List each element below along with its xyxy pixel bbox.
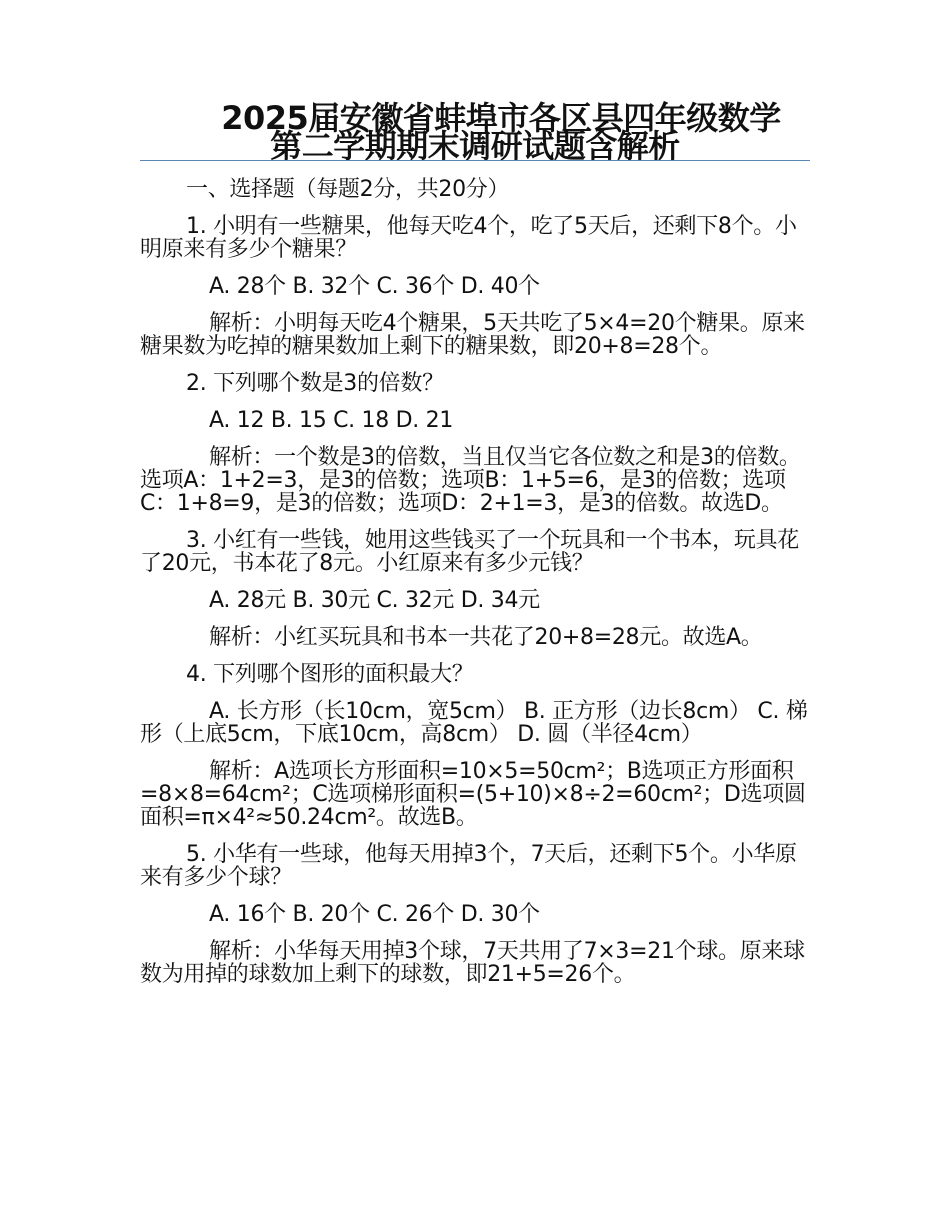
question-5-options: A. 16个 B. 20个 C. 26个 D. 30个	[209, 902, 540, 927]
question-3-options: A. 28元 B. 30元 C. 32元 D. 34元	[209, 588, 540, 613]
question-2-explanation: 解析：一个数是3的倍数，当且仅当它各位数之和是3的倍数。选项A：1+2=3，是3的倍数；选项B：1+5=6，是3的倍数；选项C：1+8=9，是3的倍数；选项D：2+1=3，是3的倍数。故选D。	[140, 445, 801, 516]
question-1-explanation: 解析：小明每天吃4个糖果，5天共吃了5×4=20个糖果。原来糖果数为吃掉的糖果数加上剩下的糖果数，即20+8=28个。	[140, 311, 805, 359]
question-4-options: A. 长方形（长10cm，宽5cm） B. 正方形（边长8cm） C. 梯形（上底5cm，下底10cm，高8cm） D. 圆（半径4cm）	[140, 699, 808, 747]
question-4-explanation: 解析：A选项长方形面积=10×5=50cm²；B选项正方形面积=8×8=64cm²；C选项梯形面积=(5+10)×8÷2=60cm²；D选项圆面积=π×4²≈50.24cm²。故选B。	[140, 759, 806, 830]
question-2-options: A. 12 B. 15 C. 18 D. 21	[209, 408, 454, 433]
question-5: 5. 小华有一些球，他每天用掉3个，7天后，还剩下5个。小华原来有多少个球？	[140, 842, 797, 890]
question-3-explanation: 解析：小红买玩具和书本一共花了20+8=28元。故选A。	[209, 625, 763, 650]
title-line-2: 第二学期期末调研试题含解析	[270, 127, 680, 165]
question-1: 1. 小明有一些糖果，他每天吃4个，吃了5天后，还剩下8个。小明原来有多少个糖果？	[140, 214, 797, 262]
question-2: 2. 下列哪个数是3的倍数？	[186, 371, 444, 396]
question-1-options: A. 28个 B. 32个 C. 36个 D. 40个	[209, 274, 540, 299]
question-5-explanation: 解析：小华每天用掉3个球，7天共用了7×3=21个球。原来球数为用掉的球数加上剩下的球数，即21+5=26个。	[140, 939, 805, 987]
question-3: 3. 小红有一些钱，她用这些钱买了一个玩具和一个书本，玩具花了20元，书本花了8元。小红原来有多少元钱？	[140, 528, 799, 576]
document-title	[140, 99, 810, 165]
title-rule	[140, 160, 810, 161]
title-line-1: 2025届安徽省蚌埠市各区县四年级数学	[221, 99, 781, 137]
section-heading: 一、选择题（每题2分，共20分）	[186, 177, 510, 202]
question-4: 4. 下列哪个图形的面积最大？	[186, 662, 474, 687]
document-body	[140, 178, 810, 1000]
